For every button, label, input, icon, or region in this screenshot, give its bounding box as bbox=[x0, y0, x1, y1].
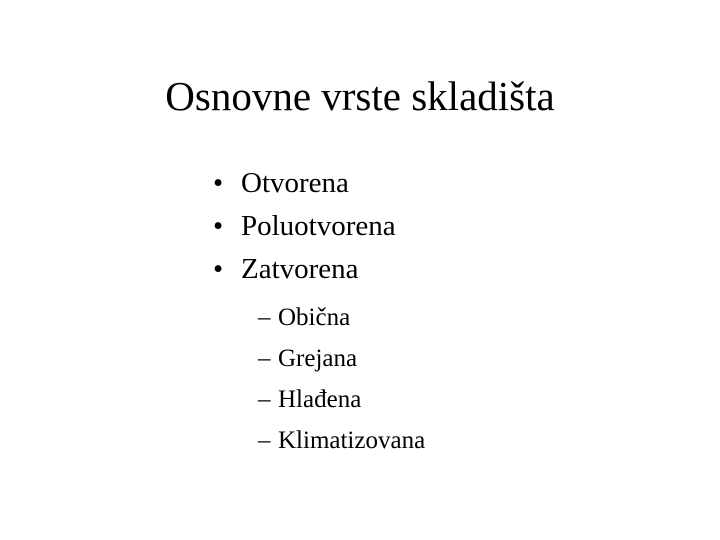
sub-bullet-text: Hlađena bbox=[278, 386, 362, 413]
sub-bullet-text: Obična bbox=[278, 304, 351, 331]
sub-bullet-text: Grejana bbox=[278, 345, 358, 372]
bullet-text: Poluotvorena bbox=[241, 210, 396, 242]
bullet-text: Zatvorena bbox=[241, 253, 359, 285]
sub-bullet-marker: – bbox=[258, 304, 271, 331]
sub-bullet-text: Klimatizovana bbox=[278, 427, 426, 454]
bullet-marker: • bbox=[213, 210, 224, 242]
bullet-marker: • bbox=[213, 167, 224, 199]
sub-bullet-marker: – bbox=[258, 386, 271, 413]
sub-bullet-marker: – bbox=[258, 345, 271, 372]
sub-bullet-marker: – bbox=[258, 427, 271, 454]
slide-title: Osnovne vrste skladišta bbox=[165, 73, 555, 119]
bullet-marker: • bbox=[213, 253, 224, 285]
bullet-text: Otvorena bbox=[241, 167, 349, 199]
